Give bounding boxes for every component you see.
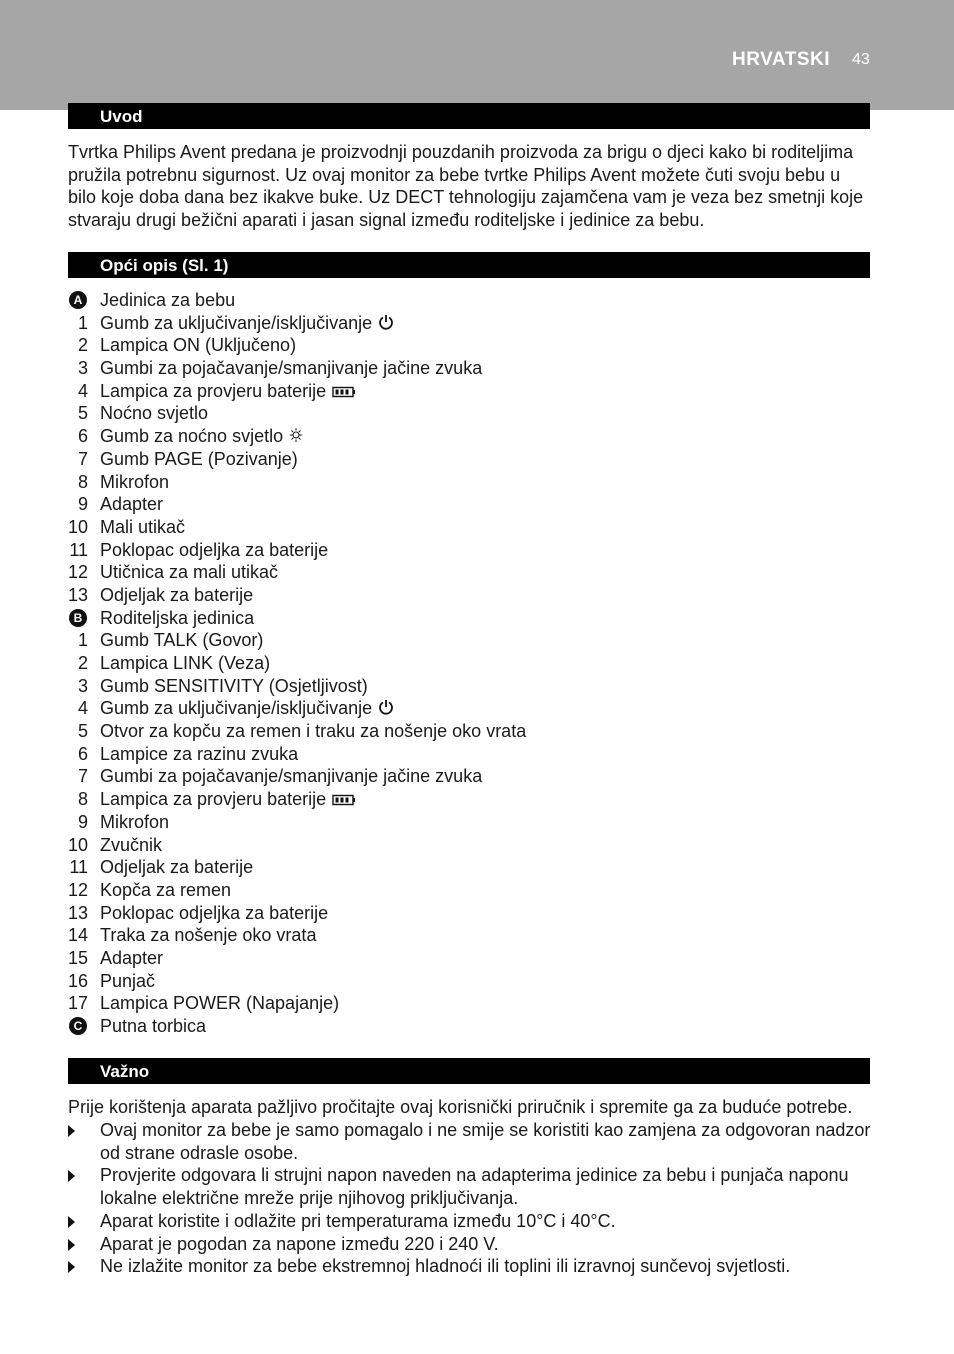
list-item (68, 357, 872, 380)
item-text: Traka za nošenje oko vrata (100, 925, 317, 946)
section-title: Uvod (100, 107, 143, 126)
item-label (100, 471, 169, 494)
item-text: Gumbi za pojačavanje/smanjivanje jačine zvuka (100, 766, 483, 787)
list-item (68, 947, 872, 970)
bullet-arrow-icon (68, 1170, 75, 1182)
list-item (68, 834, 872, 857)
item-text: Gumb TALK (Govor) (100, 630, 264, 651)
item-number: 9 (77, 811, 88, 832)
item-text: Lampice za razinu zvuka (100, 743, 299, 764)
item-label (100, 879, 231, 902)
item-number: 15 (68, 947, 89, 968)
list-item (68, 902, 872, 925)
page-number: 43 (852, 51, 870, 68)
item-label (100, 289, 235, 312)
item-label (100, 1015, 206, 1038)
item-text: Odjeljak za baterije (100, 857, 254, 878)
item-number: 10 (68, 516, 89, 537)
section-letter-badge: B (69, 609, 87, 627)
item-label (100, 697, 394, 721)
item-text: Zvučnik (100, 834, 163, 855)
list-item (68, 652, 872, 675)
list-item (68, 312, 872, 335)
item-text: Kopča za remen (100, 879, 232, 900)
item-number: 3 (77, 358, 88, 379)
list-item (68, 380, 872, 403)
list-item (68, 561, 872, 584)
item-label (100, 584, 253, 607)
item-label (100, 629, 263, 652)
list-item (68, 788, 872, 811)
battery-icon (332, 381, 356, 404)
power-icon (378, 698, 394, 721)
bullet-item (68, 1119, 872, 1164)
bullet-arrow-icon (68, 1261, 75, 1273)
nightlight-icon (289, 426, 303, 449)
item-label (100, 720, 526, 743)
general-description-list (68, 289, 872, 1038)
list-item (68, 992, 872, 1015)
item-label (100, 765, 482, 788)
item-text: Lampica za provjeru baterije (100, 380, 327, 401)
item-text: Gumbi za pojačavanje/smanjivanje jačine zvuka (100, 358, 483, 379)
important-bullet-list (68, 1119, 872, 1278)
item-text: Punjač (100, 970, 156, 991)
list-item (68, 811, 872, 834)
item-label (100, 902, 328, 925)
item-text: Roditeljska jedinica (100, 607, 255, 628)
item-number: 1 (77, 630, 88, 651)
list-item (68, 697, 872, 720)
item-text: Gumb za uključivanje/isključivanje (100, 698, 373, 719)
bullet-text: Ne izlažite monitor za bebe ekstremnoj hladnoći ili toplini ili izravnoj sunčevoj svjetlosti. (100, 1256, 791, 1277)
list-item (68, 675, 872, 698)
item-text: Gumb SENSITIVITY (Osjetljivost) (100, 675, 368, 696)
list-item (68, 607, 872, 630)
item-label (100, 788, 356, 812)
item-label (100, 675, 368, 698)
item-number: 10 (68, 834, 89, 855)
item-number: 13 (68, 584, 89, 605)
item-label (100, 924, 316, 947)
item-label (100, 811, 169, 834)
bullet-text: Aparat je pogodan za napone između 220 i 240 V. (100, 1233, 499, 1254)
item-label (100, 992, 339, 1015)
list-item (68, 629, 872, 652)
section-title: Važno (100, 1062, 150, 1081)
item-text: Lampica za provjeru baterije (100, 789, 327, 810)
item-label (100, 856, 253, 879)
item-label (100, 312, 394, 336)
item-text: Gumb PAGE (Pozivanje) (100, 448, 298, 469)
list-item (68, 334, 872, 357)
item-number: 8 (77, 789, 88, 810)
list-item (68, 584, 872, 607)
section-letter-badge: C (69, 1017, 87, 1035)
item-number: 5 (77, 721, 88, 742)
section-heading-intro (68, 103, 870, 129)
bullet-item (68, 1164, 872, 1209)
item-number: 16 (68, 970, 89, 991)
list-item (68, 516, 872, 539)
item-label (100, 516, 185, 539)
bullet-item (68, 1210, 872, 1233)
list-item (68, 1015, 872, 1038)
item-label (100, 425, 303, 449)
item-label (100, 561, 278, 584)
list-item (68, 743, 872, 766)
list-item (68, 471, 872, 494)
list-item (68, 493, 872, 516)
intro-paragraph: Tvrtka Philips Avent predana je proizvodnji pouzdanih proizvoda za brigu o djeci kako bi roditeljima pružila potrebnu sigurnost. Uz ovaj monitor za bebe tvrtke Philips Avent možete čuti svoju bebu u bilo koje doba dana bez ikakve buke. Uz DECT tehnologiju zajamčena vam je veza bez smetnji koje stvaraju drugi bežični aparati i jasan signal između roditeljske i jedinice za bebu. (68, 142, 864, 231)
power-icon (378, 313, 394, 336)
item-number: 9 (77, 494, 88, 515)
item-number: 11 (69, 857, 88, 878)
item-label (100, 493, 163, 516)
bullet-item (68, 1233, 872, 1256)
item-label (100, 970, 155, 993)
item-number: 4 (77, 380, 88, 401)
item-text: Otvor za kopču za remen i traku za nošenje oko vrata (100, 721, 527, 742)
item-text: Poklopac odjeljka za baterije (100, 539, 329, 560)
item-label (100, 743, 298, 766)
important-intro: Prije korištenja aparata pažljivo pročitajte ovaj korisnički priručnik i spremite ga za buduće potrebe. (68, 1097, 853, 1117)
bullet-text: Ovaj monitor za bebe je samo pomagalo i ne smije se koristiti kao zamjena za odgovoran nadzor od strane odrasle osobe. (100, 1120, 871, 1163)
item-label (100, 448, 298, 471)
bullet-item (68, 1255, 872, 1278)
item-number: 2 (77, 653, 88, 673)
section-heading-important (68, 1058, 870, 1084)
item-text: Utičnica za mali utikač (100, 562, 279, 583)
item-label (100, 539, 328, 562)
list-item (68, 402, 872, 425)
item-text: Mali utikač (100, 516, 186, 537)
item-number: 7 (77, 448, 88, 469)
item-text: Noćno svjetlo (100, 403, 209, 424)
bullet-arrow-icon (68, 1216, 75, 1228)
item-number: 1 (77, 312, 88, 333)
item-text: Jedinica za bebu (100, 290, 236, 310)
item-number: 5 (77, 403, 88, 424)
bullet-arrow-icon (68, 1239, 75, 1251)
item-number: 14 (68, 925, 89, 946)
item-label (100, 652, 270, 675)
item-label (100, 380, 356, 404)
item-text: Odjeljak za baterije (100, 584, 254, 605)
item-number: 6 (77, 743, 88, 764)
item-number: 17 (68, 993, 89, 1014)
list-item (68, 924, 872, 947)
list-item (68, 720, 872, 743)
item-number: 8 (77, 471, 88, 492)
item-label (100, 402, 208, 425)
language-label: HRVATSKI (732, 49, 830, 70)
section-heading-general (68, 252, 870, 278)
item-number: 3 (77, 675, 88, 696)
bullet-arrow-icon (68, 1125, 75, 1137)
item-number: 7 (77, 766, 88, 787)
item-number: 11 (69, 539, 88, 560)
battery-icon (332, 789, 356, 812)
item-number: 12 (68, 879, 89, 900)
section-title: Opći opis (Sl. 1) (100, 256, 229, 275)
item-text: Gumb za noćno svjetlo (100, 426, 284, 447)
list-item (68, 289, 872, 312)
item-label (100, 607, 254, 630)
item-text: Lampica LINK (Veza) (100, 653, 271, 673)
item-text: Mikrofon (100, 811, 170, 832)
item-number: 4 (77, 698, 88, 719)
list-item (68, 970, 872, 993)
list-item (68, 539, 872, 562)
item-number: 12 (68, 562, 89, 583)
list-item (68, 879, 872, 902)
list-item (68, 765, 872, 788)
list-item (68, 856, 872, 879)
item-text: Gumb za uključivanje/isključivanje (100, 312, 373, 333)
item-label (100, 334, 296, 357)
section-letter-badge: A (69, 291, 87, 309)
item-label (100, 947, 163, 970)
item-number: 6 (77, 426, 88, 447)
list-item (68, 448, 872, 471)
bullet-text: Aparat koristite i odlažite pri temperaturama između 10°C i 40°C. (100, 1210, 616, 1231)
item-text: Lampica ON (Uključeno) (100, 335, 297, 356)
item-text: Putna torbica (100, 1016, 207, 1036)
item-text: Poklopac odjeljka za baterije (100, 902, 329, 923)
item-number: 2 (77, 335, 88, 356)
item-text: Lampica POWER (Napajanje) (100, 993, 340, 1014)
list-item (68, 425, 872, 448)
item-label (100, 357, 482, 380)
item-text: Mikrofon (100, 471, 170, 492)
item-number: 13 (68, 902, 89, 923)
item-text: Adapter (100, 947, 164, 968)
header-band (0, 0, 954, 110)
item-label (100, 834, 162, 857)
item-text: Adapter (100, 494, 164, 515)
bullet-text: Provjerite odgovara li strujni napon naveden na adapterima jedinice za bebu i punjača naponu lokalne električne mreže prije njihovog priključivanja. (100, 1165, 849, 1209)
